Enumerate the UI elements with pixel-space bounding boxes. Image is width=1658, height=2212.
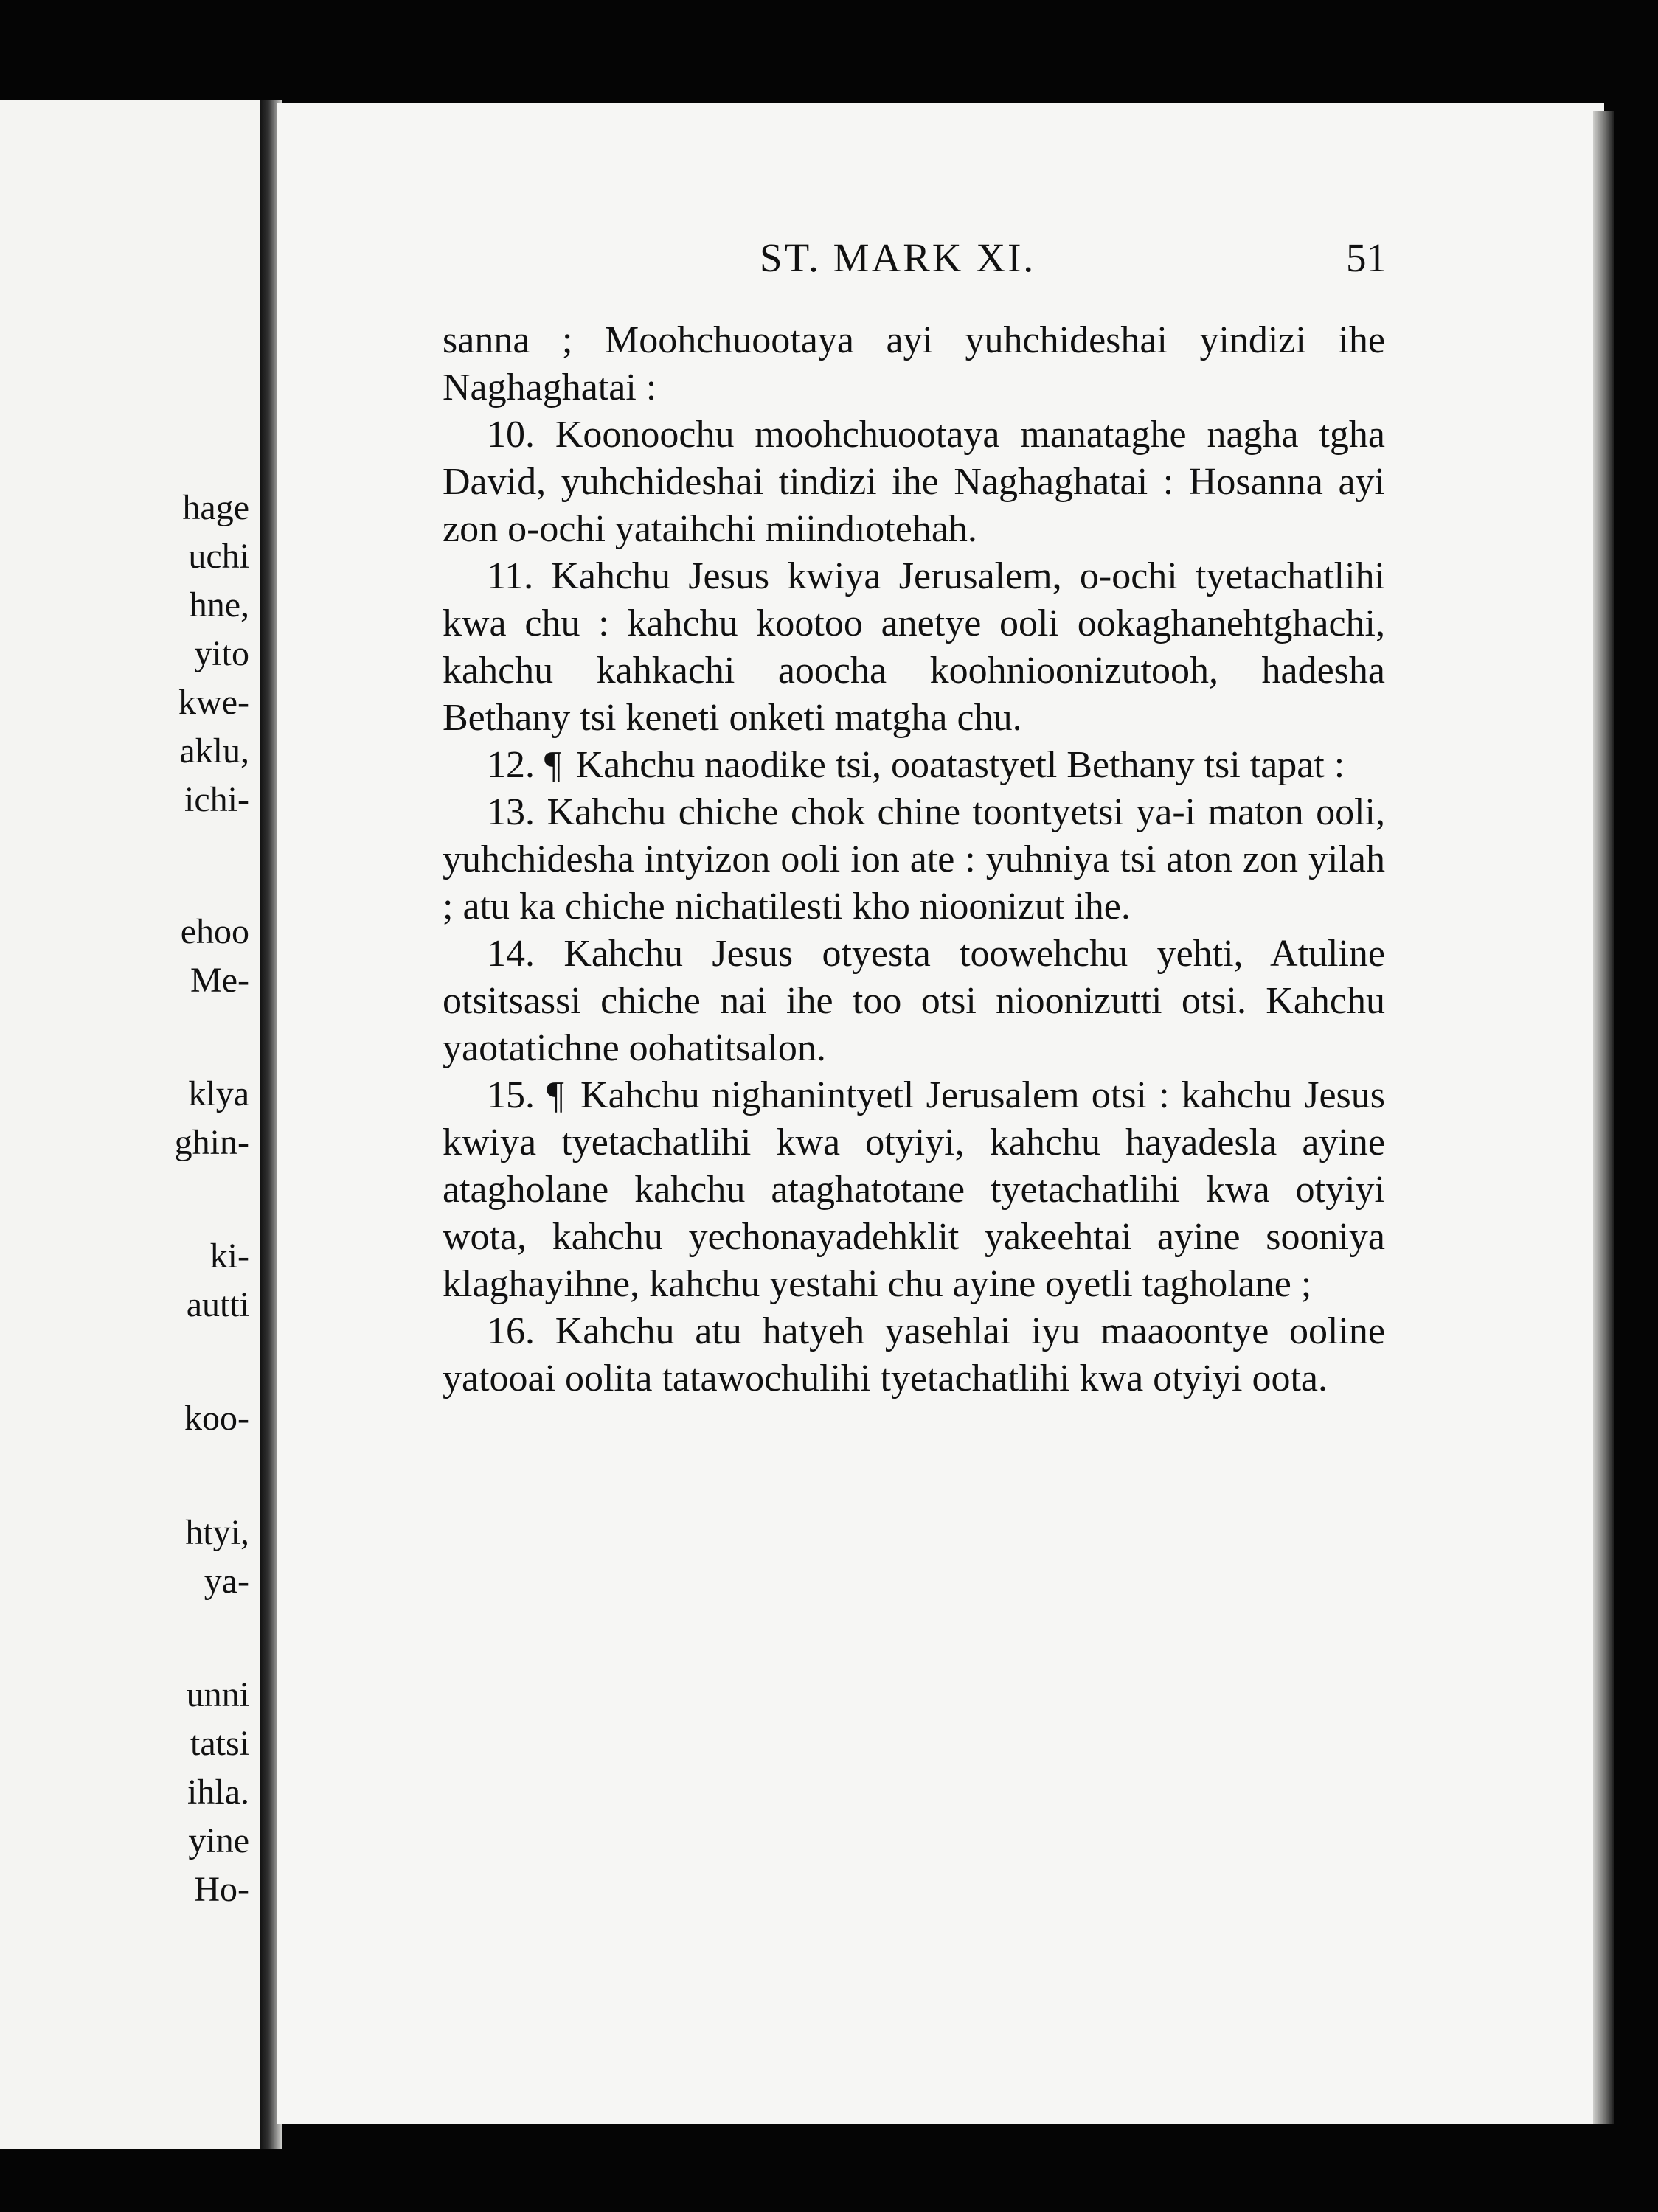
verse-number: 11. <box>487 555 534 597</box>
left-page-fragment: ehoo <box>180 912 249 951</box>
left-page-fragment: htyi, <box>185 1513 249 1552</box>
left-page-fragment: aklu, <box>179 731 249 771</box>
left-page-fragment: ihla. <box>187 1773 249 1812</box>
verse-16 <box>443 1308 1385 1402</box>
verse-11 <box>443 553 1385 742</box>
left-page-fragment: yito <box>194 634 249 673</box>
verse-number: 12. <box>487 744 535 786</box>
verse-14 <box>443 931 1385 1072</box>
body-text <box>443 317 1385 1402</box>
verse-text: Kahchu Jesus kwiya Jerusalem, o-ochi tyetachatlihi kwa chu : kahchu kootoo anetye ooli ookaghanehtghachi, kahchu kahkachi aoocha koohnioonizutooh, hadesha Bethany tsi keneti onketi matgha chu. <box>443 555 1385 739</box>
left-page-fragment: autti <box>186 1285 249 1324</box>
verse-12 <box>443 742 1385 789</box>
left-page-fragment: tatsi <box>190 1724 249 1763</box>
verse-text: Kahchu chiche chok chine toontyetsi ya-i maton ooli, yuhchidesha intyizon ooli ion ate : yuhniya tsi aton zon yilah ; atu ka chiche nichatilesti kho nioonizut ihe. <box>443 791 1386 928</box>
verse-text: Koonoochu moohchuootaya manataghe nagha tgha David, yuhchideshai tindizi ihe Naghaghatai : Hosanna ayi zon o-ochi yataihchi miindıotehah. <box>443 414 1386 550</box>
left-page-fragment: yine <box>188 1821 249 1860</box>
left-page <box>0 100 260 2149</box>
left-page-fragment: ghin- <box>174 1123 249 1162</box>
pilcrow-mark: ¶ <box>544 744 562 786</box>
left-page-fragment: hage <box>182 488 249 527</box>
left-page-fragment: kwe- <box>178 683 249 722</box>
verse-text: Kahchu nighanintyetl Jerusalem otsi : kahchu Jesus kwiya tyetachatlihi kwa otyiyi, kahchu hayadesla ayine atagholane kahchu ataghatotane tyetachatlihi kwa otyiyi wota, kahchu yechonayadehklit yakeehtai ayine sooniya klaghayihne, kahchu yestahi chu ayine oyetli tagholane ; <box>443 1074 1385 1305</box>
verse-text: Kahchu Jesus otyesta toowehchu yehti, Atuline otsitsassi chiche nai ihe too otsi nioonizutti otsi. Kahchu yaotatichne oohatitsalon. <box>443 933 1385 1069</box>
verse-15 <box>443 1072 1385 1308</box>
left-page-fragment: hne, <box>189 585 249 625</box>
verse-text: Kahchu atu hatyeh yasehlai iyu maaoontye ooline yatooai oolita tatawochulihi tyetachatlihi kwa otyiyi oota. <box>443 1310 1385 1399</box>
left-page-fragment: klya <box>188 1074 249 1113</box>
left-page-fragment: unni <box>186 1675 249 1714</box>
page-number: 51 <box>1346 235 1387 280</box>
left-page-fragment: koo- <box>184 1399 249 1438</box>
page-header <box>443 234 1387 286</box>
verse-number: 16. <box>487 1310 535 1352</box>
verse-number: 13. <box>487 791 535 833</box>
verse-text: Kahchu naodike tsi, ooatastyetl Bethany tsi tapat : <box>575 744 1345 786</box>
left-page-fragment: ki- <box>209 1237 249 1276</box>
running-title: ST. MARK XI. <box>760 235 1036 280</box>
left-page-fragment: uchi <box>188 537 249 576</box>
verse-number: 14. <box>487 933 535 975</box>
left-page-fragment: ya- <box>204 1562 249 1601</box>
verse-10 <box>443 411 1385 553</box>
pilcrow-mark: ¶ <box>547 1074 564 1116</box>
left-page-fragment: ichi- <box>184 780 249 819</box>
verse-13 <box>443 789 1385 931</box>
left-page-fragment: Me- <box>190 961 249 1000</box>
verse-number: 10. <box>487 414 535 456</box>
left-page-fragment: Ho- <box>194 1870 249 1909</box>
verse-number: 15. <box>487 1074 535 1116</box>
opening-paragraph: sanna ; Moohchuootaya ayi yuhchideshai yindizi ihe Naghaghatai : <box>443 319 1385 408</box>
page-edge <box>1593 111 1614 2124</box>
